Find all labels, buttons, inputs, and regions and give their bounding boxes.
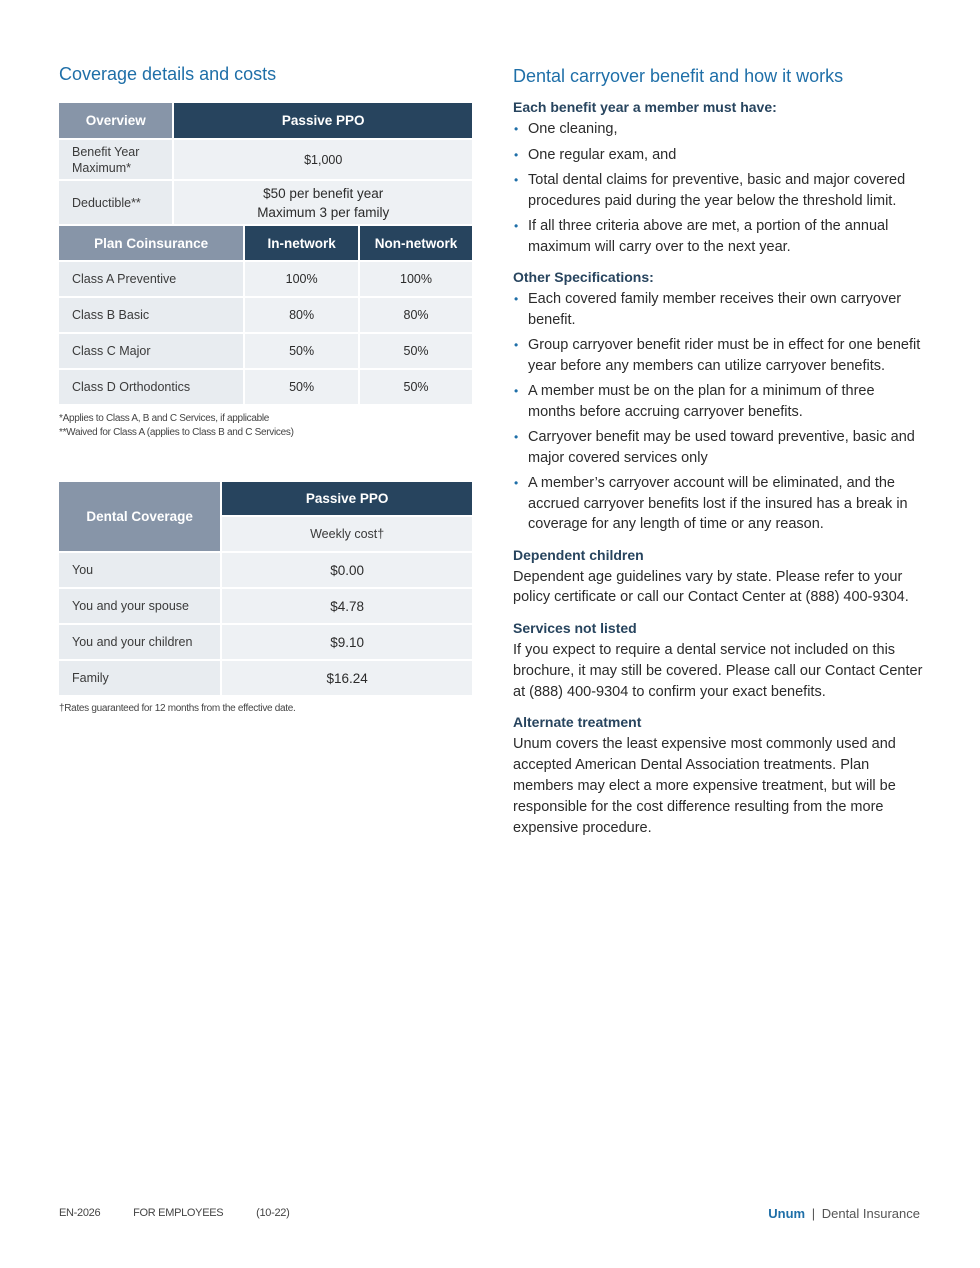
list-item: • A member must be on the plan for a minimum of three months before accruing carryover benefits. <box>513 381 923 422</box>
other-specs-list <box>513 289 923 535</box>
list-item: • Carryover benefit may be used toward preventive, basic and major covered services only <box>513 427 923 468</box>
class-b-label: Class B Basic <box>59 298 243 332</box>
footnote-1: *Applies to Class A, B and C Services, if applicable <box>59 413 270 424</box>
cost-table <box>57 480 474 697</box>
product-name: Dental Insurance <box>821 1206 920 1221</box>
table-row <box>59 625 472 659</box>
footer-meta <box>59 1207 319 1219</box>
weekly-cost-subheader: Weekly cost† <box>222 517 472 551</box>
tier-you-label: You <box>59 553 220 587</box>
plan-coinsurance-header: Plan Coinsurance <box>59 226 243 260</box>
list-item: • Each covered family member receives their own carryover benefit. <box>513 289 923 330</box>
tier-you-value: $0.00 <box>222 553 472 587</box>
services-not-listed-heading: Services not listed <box>513 620 637 637</box>
list-item: • If all three criteria above are met, a portion of the annual maximum will carry over to the next year. <box>513 216 923 257</box>
alternate-treatment-heading: Alternate treatment <box>513 714 642 731</box>
class-d-out: 50% <box>360 370 472 404</box>
audience: FOR EMPLOYEES <box>133 1207 224 1219</box>
in-network-header: In-network <box>245 226 358 260</box>
footer-separator: | <box>811 1206 816 1221</box>
alternate-treatment-text: Unum covers the least expensive most commonly used and accepted American Dental Association treatments. Plan members may elect a more expensive treatment, but will be responsible for the cost difference resulting from the more expensive procedure. <box>513 736 896 836</box>
brand-name: Unum <box>768 1206 806 1221</box>
footnote-2: **Waived for Class A (applies to Class B and C Services) <box>59 427 294 438</box>
tier-spouse-value: $4.78 <box>222 589 472 623</box>
cost-passive-ppo-header: Passive PPO <box>222 482 472 515</box>
class-a-in: 100% <box>245 262 358 296</box>
class-b-in: 80% <box>245 298 358 332</box>
list-item: • A member’s carryover account will be eliminated, and the accrued carryover benefits lost if the insured has a break in coverage for any length of time or any reason. <box>513 473 923 535</box>
coverage-title: Coverage details and costs <box>59 64 277 84</box>
coverage-section <box>59 64 476 716</box>
dependent-children-heading: Dependent children <box>513 546 644 563</box>
tier-spouse-label: You and your spouse <box>59 589 220 623</box>
overview-table <box>57 101 474 406</box>
table-row <box>59 661 472 695</box>
benefit-year-list <box>513 119 923 257</box>
class-c-label: Class C Major <box>59 334 243 368</box>
footnote-3: †Rates guaranteed for 12 months from the effective date. <box>59 703 296 714</box>
form-code: EN-2026 <box>59 1207 101 1219</box>
deductible-line-1: $50 per benefit year <box>263 185 384 201</box>
footer-brand <box>768 1206 920 1221</box>
benefit-year-max-label: Benefit Year Maximum* <box>59 140 172 179</box>
overview-footnotes <box>59 412 476 440</box>
table-row <box>59 298 472 332</box>
services-not-listed-text: If you expect to require a dental service not included on this brochure, it may still be covered. Please call our Contact Center at (888) 400-9304 to confirm your exact benefits. <box>513 642 923 700</box>
other-specs-heading: Other Specifications: <box>513 269 654 285</box>
table-row <box>59 553 472 587</box>
class-d-in: 50% <box>245 370 358 404</box>
list-item: • Group carryover benefit rider must be in effect for one benefit year before any members can utilize carryover benefits. <box>513 335 923 376</box>
non-network-header: Non-network <box>360 226 472 260</box>
table-row <box>59 370 472 404</box>
class-a-out: 100% <box>360 262 472 296</box>
overview-header: Overview <box>59 103 172 138</box>
benefit-year-max-value: $1,000 <box>174 140 472 179</box>
class-b-out: 80% <box>360 298 472 332</box>
dental-coverage-header: Dental Coverage <box>59 482 220 551</box>
class-a-label: Class A Preventive <box>59 262 243 296</box>
table-row <box>59 262 472 296</box>
class-c-out: 50% <box>360 334 472 368</box>
class-d-label: Class D Orthodontics <box>59 370 243 404</box>
passive-ppo-header: Passive PPO <box>174 103 472 138</box>
list-item: • One regular exam, and <box>513 145 923 166</box>
table-row <box>59 334 472 368</box>
tier-family-value: $16.24 <box>222 661 472 695</box>
dependent-children-text: Dependent age guidelines vary by state. Please refer to your policy certificate or call our Contact Center at (888) 400-9304. <box>513 568 909 606</box>
deductible-line-2: Maximum 3 per family <box>257 204 390 220</box>
list-item: • Total dental claims for preventive, basic and major covered procedures paid during the year below the threshold limit. <box>513 170 923 211</box>
class-c-in: 50% <box>245 334 358 368</box>
benefit-year-heading: Each benefit year a member must have: <box>513 99 777 115</box>
table-row <box>59 589 472 623</box>
revision-date: (10-22) <box>256 1207 290 1219</box>
carryover-section <box>513 66 923 838</box>
tier-children-label: You and your children <box>59 625 220 659</box>
tier-family-label: Family <box>59 661 220 695</box>
deductible-value <box>174 181 472 224</box>
carryover-title: Dental carryover benefit and how it works <box>513 66 844 86</box>
deductible-label: Deductible** <box>59 181 172 224</box>
tier-children-value: $9.10 <box>222 625 472 659</box>
list-item: • One cleaning, <box>513 119 923 140</box>
